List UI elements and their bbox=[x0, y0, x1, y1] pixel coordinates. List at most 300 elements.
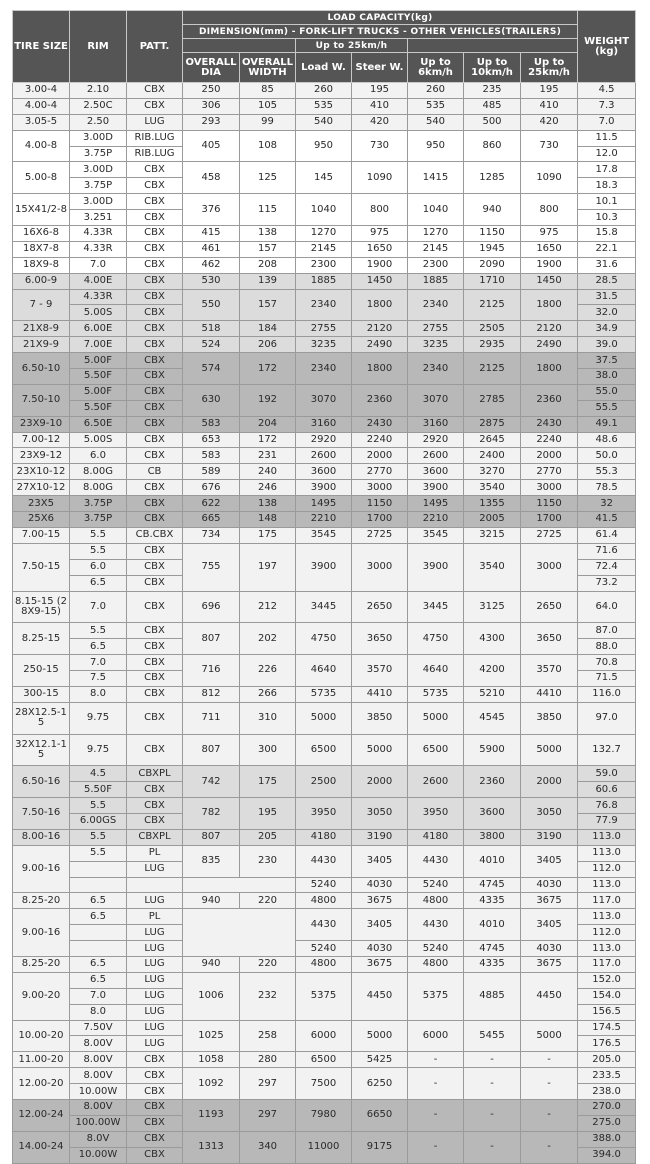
table-row bbox=[13, 829, 636, 845]
rim-cell: 8.0V bbox=[70, 1131, 127, 1147]
pattern-cell: CBX bbox=[127, 1147, 183, 1163]
rim-cell: 100.00W bbox=[70, 1115, 127, 1131]
value-cell: 2875 bbox=[464, 416, 521, 432]
pattern-cell: CBX bbox=[127, 575, 183, 591]
tire-size-cell: 28X12.5-15 bbox=[13, 702, 70, 734]
rim-cell: 4.33R bbox=[70, 241, 127, 257]
weight-cell: 37.5 bbox=[578, 353, 636, 369]
value-cell: 461 bbox=[183, 241, 240, 257]
value-cell: 2340 bbox=[296, 353, 352, 385]
value-cell: 5735 bbox=[296, 686, 352, 702]
pattern-cell: CBX bbox=[127, 432, 183, 448]
value-cell: 975 bbox=[352, 226, 408, 242]
tire-size-cell: 8.15-15 (28X9-15) bbox=[13, 591, 70, 623]
value-cell: 518 bbox=[183, 321, 240, 337]
value-cell: 197 bbox=[240, 543, 296, 591]
weight-cell: 156.5 bbox=[578, 1004, 636, 1020]
weight-cell: 7.0 bbox=[578, 114, 636, 130]
value-cell: 1450 bbox=[352, 273, 408, 289]
value-cell: 297 bbox=[240, 1068, 296, 1100]
weight-cell: 73.2 bbox=[578, 575, 636, 591]
weight-cell: 117.0 bbox=[578, 893, 636, 909]
value-cell: 2120 bbox=[521, 321, 578, 337]
value-cell: 574 bbox=[183, 353, 240, 385]
rim-cell: 6.00GS bbox=[70, 813, 127, 829]
weight-cell: 238.0 bbox=[578, 1084, 636, 1100]
pattern-cell: CB bbox=[127, 464, 183, 480]
value-cell: 940 bbox=[464, 194, 521, 226]
tire-size-cell: 10.00-20 bbox=[13, 1020, 70, 1052]
weight-cell: 113.0 bbox=[578, 829, 636, 845]
value-cell: 410 bbox=[352, 98, 408, 114]
value-cell: 3570 bbox=[521, 655, 578, 687]
value-cell: 3800 bbox=[464, 829, 521, 845]
rim-cell: 6.00E bbox=[70, 321, 127, 337]
pattern-cell: CBXPL bbox=[127, 829, 183, 845]
value-cell: 975 bbox=[521, 226, 578, 242]
value-cell: 2340 bbox=[408, 353, 464, 385]
value-cell: 3405 bbox=[521, 845, 578, 877]
rim-cell: 6.5 bbox=[70, 972, 127, 988]
rim-cell: 6.5 bbox=[70, 575, 127, 591]
header-speed-blank bbox=[408, 39, 578, 53]
value-cell: 192 bbox=[240, 384, 296, 416]
weight-cell: 59.0 bbox=[578, 766, 636, 782]
weight-cell: 71.6 bbox=[578, 543, 636, 559]
value-cell: 676 bbox=[183, 480, 240, 496]
value-cell: 4450 bbox=[521, 972, 578, 1020]
value-cell: 3900 bbox=[408, 543, 464, 591]
table-row bbox=[13, 893, 636, 909]
table-row bbox=[13, 909, 636, 925]
value-cell: 157 bbox=[240, 241, 296, 257]
rim-cell bbox=[70, 941, 127, 957]
rim-cell: 4.33R bbox=[70, 226, 127, 242]
table-row bbox=[13, 496, 636, 512]
table-row bbox=[13, 1131, 636, 1147]
value-cell: - bbox=[408, 1131, 464, 1163]
weight-cell: 38.0 bbox=[578, 369, 636, 385]
tire-size-cell: 3.00-4 bbox=[13, 83, 70, 99]
tire-spec-table bbox=[12, 10, 636, 1164]
value-cell: 540 bbox=[296, 114, 352, 130]
value-cell: 4180 bbox=[408, 829, 464, 845]
pattern-cell: CBX bbox=[127, 512, 183, 528]
value-cell: 11000 bbox=[296, 1131, 352, 1163]
value-cell: 2360 bbox=[464, 766, 521, 798]
table-row bbox=[13, 798, 636, 814]
value-cell: - bbox=[521, 1100, 578, 1132]
pattern-cell: CBX bbox=[127, 559, 183, 575]
tire-size-cell: 14.00-24 bbox=[13, 1131, 70, 1163]
table-row bbox=[13, 384, 636, 400]
value-cell: 2490 bbox=[352, 337, 408, 353]
value-cell: 535 bbox=[296, 98, 352, 114]
value-cell: - bbox=[521, 1131, 578, 1163]
value-cell: 5000 bbox=[352, 1020, 408, 1052]
value-cell: 6000 bbox=[296, 1020, 352, 1052]
value-cell: 800 bbox=[521, 194, 578, 226]
pattern-cell: CBX bbox=[127, 1131, 183, 1147]
pattern-cell: CBX bbox=[127, 369, 183, 385]
tire-size-cell: 18X9-8 bbox=[13, 257, 70, 273]
value-cell: 1650 bbox=[352, 241, 408, 257]
value-cell: 2505 bbox=[464, 321, 521, 337]
weight-cell: 72.4 bbox=[578, 559, 636, 575]
tire-size-cell: 27X10-12 bbox=[13, 480, 70, 496]
rim-cell: 6.5 bbox=[70, 909, 127, 925]
value-cell: - bbox=[521, 1052, 578, 1068]
value-cell: 4010 bbox=[464, 845, 521, 877]
value-cell: 1285 bbox=[464, 162, 521, 194]
pattern-cell: CBX bbox=[127, 813, 183, 829]
value-cell: 125 bbox=[240, 162, 296, 194]
pattern-cell: CBX bbox=[127, 416, 183, 432]
value-cell: 3545 bbox=[296, 527, 352, 543]
value-cell: 297 bbox=[240, 1100, 296, 1132]
value-cell: 2755 bbox=[408, 321, 464, 337]
value-cell: 2240 bbox=[521, 432, 578, 448]
tire-size-cell: 4.00-4 bbox=[13, 98, 70, 114]
value-cell: 5455 bbox=[464, 1020, 521, 1052]
pattern-cell: CBX bbox=[127, 241, 183, 257]
table-row bbox=[13, 1068, 636, 1084]
table-row bbox=[13, 845, 636, 861]
tire-size-cell: 12.00-24 bbox=[13, 1100, 70, 1132]
value-cell: 2360 bbox=[352, 384, 408, 416]
header-rim: RIM bbox=[70, 11, 127, 83]
pattern-cell: LUG bbox=[127, 1004, 183, 1020]
value-cell: 4030 bbox=[352, 877, 408, 893]
value-cell: 755 bbox=[183, 543, 240, 591]
header-weight: WEIGHT (kg) bbox=[578, 11, 636, 83]
table-row bbox=[13, 766, 636, 782]
value-cell: 420 bbox=[352, 114, 408, 130]
value-cell: 1025 bbox=[183, 1020, 240, 1052]
pattern-cell: CBX bbox=[127, 337, 183, 353]
weight-cell: 88.0 bbox=[578, 639, 636, 655]
value-cell: 258 bbox=[240, 1020, 296, 1052]
weight-cell: 34.9 bbox=[578, 321, 636, 337]
value-cell: 4410 bbox=[521, 686, 578, 702]
value-cell: 2935 bbox=[464, 337, 521, 353]
value-cell: 5000 bbox=[521, 734, 578, 766]
weight-cell: 112.0 bbox=[578, 861, 636, 877]
rim-cell: 8.00V bbox=[70, 1052, 127, 1068]
value-cell: 4450 bbox=[352, 972, 408, 1020]
table-row bbox=[13, 480, 636, 496]
value-cell: 2340 bbox=[408, 289, 464, 321]
weight-cell: 15.8 bbox=[578, 226, 636, 242]
rim-cell bbox=[70, 925, 127, 941]
rim-cell: 7.0 bbox=[70, 655, 127, 671]
weight-cell: 275.0 bbox=[578, 1115, 636, 1131]
value-cell: 2125 bbox=[464, 289, 521, 321]
value-cell: 1150 bbox=[521, 496, 578, 512]
value-cell: 3850 bbox=[521, 702, 578, 734]
value-cell: 3545 bbox=[408, 527, 464, 543]
value-cell: 6000 bbox=[408, 1020, 464, 1052]
value-cell: 583 bbox=[183, 416, 240, 432]
value-cell: 3000 bbox=[352, 480, 408, 496]
value-cell bbox=[183, 909, 296, 957]
value-cell: 184 bbox=[240, 321, 296, 337]
rim-cell: 9.75 bbox=[70, 702, 127, 734]
value-cell: 145 bbox=[296, 162, 352, 194]
value-cell: 3650 bbox=[521, 623, 578, 655]
value-cell: 2785 bbox=[464, 384, 521, 416]
value-cell: 7500 bbox=[296, 1068, 352, 1100]
rim-cell: 3.251 bbox=[70, 210, 127, 226]
value-cell: 458 bbox=[183, 162, 240, 194]
value-cell: 4430 bbox=[296, 909, 352, 941]
weight-cell: 112.0 bbox=[578, 925, 636, 941]
rim-cell: 10.00W bbox=[70, 1084, 127, 1100]
rim-cell: 2.50 bbox=[70, 114, 127, 130]
rim-cell: 3.00D bbox=[70, 162, 127, 178]
rim-cell: 5.50F bbox=[70, 369, 127, 385]
value-cell: 2755 bbox=[296, 321, 352, 337]
value-cell: 240 bbox=[240, 464, 296, 480]
table-row bbox=[13, 321, 636, 337]
value-cell: 742 bbox=[183, 766, 240, 798]
value-cell: 550 bbox=[183, 289, 240, 321]
table-row bbox=[13, 941, 636, 957]
value-cell: 3900 bbox=[296, 480, 352, 496]
weight-cell: 76.8 bbox=[578, 798, 636, 814]
value-cell: 3270 bbox=[464, 464, 521, 480]
value-cell: 2650 bbox=[521, 591, 578, 623]
value-cell: 3650 bbox=[352, 623, 408, 655]
value-cell: 730 bbox=[352, 130, 408, 162]
rim-cell: 6.50E bbox=[70, 416, 127, 432]
value-cell: 1040 bbox=[408, 194, 464, 226]
value-cell: 2300 bbox=[296, 257, 352, 273]
value-cell: 1006 bbox=[183, 972, 240, 1020]
weight-cell: 87.0 bbox=[578, 623, 636, 639]
value-cell: 195 bbox=[521, 83, 578, 99]
table-row bbox=[13, 1052, 636, 1068]
value-cell: 3540 bbox=[464, 480, 521, 496]
value-cell: 1193 bbox=[183, 1100, 240, 1132]
value-cell: 5240 bbox=[408, 877, 464, 893]
value-cell: - bbox=[464, 1100, 521, 1132]
weight-cell: 18.3 bbox=[578, 178, 636, 194]
pattern-cell: CBX bbox=[127, 194, 183, 210]
value-cell: 2770 bbox=[521, 464, 578, 480]
header-overall-width: OVERALL WIDTH bbox=[240, 53, 296, 83]
pattern-cell: CBX bbox=[127, 639, 183, 655]
value-cell: 1885 bbox=[408, 273, 464, 289]
weight-cell: 12.0 bbox=[578, 146, 636, 162]
table-row bbox=[13, 527, 636, 543]
rim-cell: 5.00F bbox=[70, 384, 127, 400]
value-cell: 293 bbox=[183, 114, 240, 130]
value-cell: 2650 bbox=[352, 591, 408, 623]
pattern-cell: CBX bbox=[127, 655, 183, 671]
weight-cell: 22.1 bbox=[578, 241, 636, 257]
tire-size-cell: 7.50-16 bbox=[13, 798, 70, 830]
weight-cell: 77.9 bbox=[578, 813, 636, 829]
value-cell: 3600 bbox=[408, 464, 464, 480]
rim-cell: 3.75P bbox=[70, 496, 127, 512]
rim-cell bbox=[70, 877, 127, 893]
pattern-cell: CBX bbox=[127, 1052, 183, 1068]
value-cell: 85 bbox=[240, 83, 296, 99]
weight-cell: 132.7 bbox=[578, 734, 636, 766]
value-cell: 4800 bbox=[296, 956, 352, 972]
value-cell: 1313 bbox=[183, 1131, 240, 1163]
value-cell: 3675 bbox=[521, 893, 578, 909]
value-cell: 812 bbox=[183, 686, 240, 702]
value-cell: 1092 bbox=[183, 1068, 240, 1100]
value-cell: 1090 bbox=[521, 162, 578, 194]
table-row bbox=[13, 83, 636, 99]
value-cell: 2600 bbox=[408, 448, 464, 464]
pattern-cell: LUG bbox=[127, 1036, 183, 1052]
value-cell: 2920 bbox=[296, 432, 352, 448]
value-cell: 1040 bbox=[296, 194, 352, 226]
value-cell: 195 bbox=[240, 798, 296, 830]
value-cell: 2210 bbox=[296, 512, 352, 528]
value-cell: 500 bbox=[464, 114, 521, 130]
value-cell: 1495 bbox=[296, 496, 352, 512]
tire-size-cell: 9.00-16 bbox=[13, 909, 70, 957]
header-up-to-25: Up to 25km/h bbox=[296, 39, 408, 53]
value-cell: 630 bbox=[183, 384, 240, 416]
weight-cell: 113.0 bbox=[578, 941, 636, 957]
value-cell: 1415 bbox=[408, 162, 464, 194]
value-cell: 807 bbox=[183, 734, 240, 766]
value-cell: 5900 bbox=[464, 734, 521, 766]
weight-cell: 60.6 bbox=[578, 782, 636, 798]
value-cell: 3600 bbox=[296, 464, 352, 480]
value-cell: 696 bbox=[183, 591, 240, 623]
pattern-cell: LUG bbox=[127, 893, 183, 909]
weight-cell: 113.0 bbox=[578, 877, 636, 893]
value-cell: 4335 bbox=[464, 893, 521, 909]
tire-size-cell: 21X9-9 bbox=[13, 337, 70, 353]
tire-size-cell: 12.00-20 bbox=[13, 1068, 70, 1100]
weight-cell: 174.5 bbox=[578, 1020, 636, 1036]
value-cell: 4745 bbox=[464, 877, 521, 893]
value-cell: 1710 bbox=[464, 273, 521, 289]
rim-cell: 7.0 bbox=[70, 988, 127, 1004]
value-cell: 5000 bbox=[352, 734, 408, 766]
weight-cell: 32 bbox=[578, 496, 636, 512]
value-cell: 3675 bbox=[352, 893, 408, 909]
tire-size-cell: 25X6 bbox=[13, 512, 70, 528]
value-cell: - bbox=[408, 1068, 464, 1100]
value-cell: 807 bbox=[183, 829, 240, 845]
header-up-to-25b: Up to 25km/h bbox=[521, 53, 578, 83]
pattern-cell: CBX bbox=[127, 782, 183, 798]
tire-size-cell: 32X12.1-15 bbox=[13, 734, 70, 766]
value-cell: 3950 bbox=[408, 798, 464, 830]
value-cell: 108 bbox=[240, 130, 296, 162]
value-cell: 139 bbox=[240, 273, 296, 289]
value-cell: 3405 bbox=[521, 909, 578, 941]
value-cell: 6250 bbox=[352, 1068, 408, 1100]
value-cell: 4885 bbox=[464, 972, 521, 1020]
value-cell: 1270 bbox=[408, 226, 464, 242]
pattern-cell: CBX bbox=[127, 400, 183, 416]
value-cell: - bbox=[408, 1052, 464, 1068]
value-cell: 2120 bbox=[352, 321, 408, 337]
table-row bbox=[13, 623, 636, 639]
pattern-cell: CBX bbox=[127, 1068, 183, 1084]
tire-size-cell: 15X41/2-8 bbox=[13, 194, 70, 226]
value-cell: 3050 bbox=[521, 798, 578, 830]
table-row bbox=[13, 512, 636, 528]
value-cell: 1450 bbox=[521, 273, 578, 289]
value-cell: 4750 bbox=[408, 623, 464, 655]
value-cell: 1800 bbox=[352, 353, 408, 385]
value-cell: 3050 bbox=[352, 798, 408, 830]
rim-cell: 5.50F bbox=[70, 400, 127, 416]
value-cell: 2145 bbox=[296, 241, 352, 257]
value-cell: 3070 bbox=[296, 384, 352, 416]
tire-size-cell: 6.50-16 bbox=[13, 766, 70, 798]
value-cell: 175 bbox=[240, 527, 296, 543]
value-cell: 306 bbox=[183, 98, 240, 114]
rim-cell: 8.00V bbox=[70, 1100, 127, 1116]
weight-cell: 394.0 bbox=[578, 1147, 636, 1163]
value-cell: 3000 bbox=[521, 480, 578, 496]
pattern-cell: CBX bbox=[127, 448, 183, 464]
value-cell: 2000 bbox=[352, 448, 408, 464]
value-cell: 415 bbox=[183, 226, 240, 242]
value-cell: 3900 bbox=[408, 480, 464, 496]
weight-cell: 205.0 bbox=[578, 1052, 636, 1068]
value-cell: 2005 bbox=[464, 512, 521, 528]
pattern-cell: CBX bbox=[127, 289, 183, 305]
value-cell: 540 bbox=[408, 114, 464, 130]
rim-cell: 4.5 bbox=[70, 766, 127, 782]
value-cell: 204 bbox=[240, 416, 296, 432]
value-cell: 2000 bbox=[352, 766, 408, 798]
header-tire-size: TIRE SIZE bbox=[13, 11, 70, 83]
value-cell: 3235 bbox=[408, 337, 464, 353]
value-cell: 115 bbox=[240, 194, 296, 226]
rim-cell: 6.5 bbox=[70, 639, 127, 655]
value-cell: 4750 bbox=[296, 623, 352, 655]
value-cell: - bbox=[408, 1100, 464, 1132]
value-cell: 4180 bbox=[296, 829, 352, 845]
table-row bbox=[13, 289, 636, 305]
value-cell: 835 bbox=[183, 845, 240, 877]
value-cell: 2500 bbox=[296, 766, 352, 798]
weight-cell: 78.5 bbox=[578, 480, 636, 496]
pattern-cell: CBX bbox=[127, 257, 183, 273]
weight-cell: 10.1 bbox=[578, 194, 636, 210]
tire-size-cell: 6.00-9 bbox=[13, 273, 70, 289]
pattern-cell: CBX bbox=[127, 162, 183, 178]
value-cell: 202 bbox=[240, 623, 296, 655]
rim-cell: 5.5 bbox=[70, 845, 127, 861]
value-cell: 4800 bbox=[408, 893, 464, 909]
value-cell: 807 bbox=[183, 623, 240, 655]
pattern-cell: CBX bbox=[127, 384, 183, 400]
rim-cell: 6.0 bbox=[70, 559, 127, 575]
value-cell: 1800 bbox=[521, 353, 578, 385]
tire-size-cell: 8.25-20 bbox=[13, 956, 70, 972]
value-cell: 589 bbox=[183, 464, 240, 480]
pattern-cell: CBX bbox=[127, 83, 183, 99]
pattern-cell: RIB.LUG bbox=[127, 146, 183, 162]
rim-cell: 5.5 bbox=[70, 798, 127, 814]
header-overall-dia: OVERALL DIA bbox=[183, 53, 240, 83]
